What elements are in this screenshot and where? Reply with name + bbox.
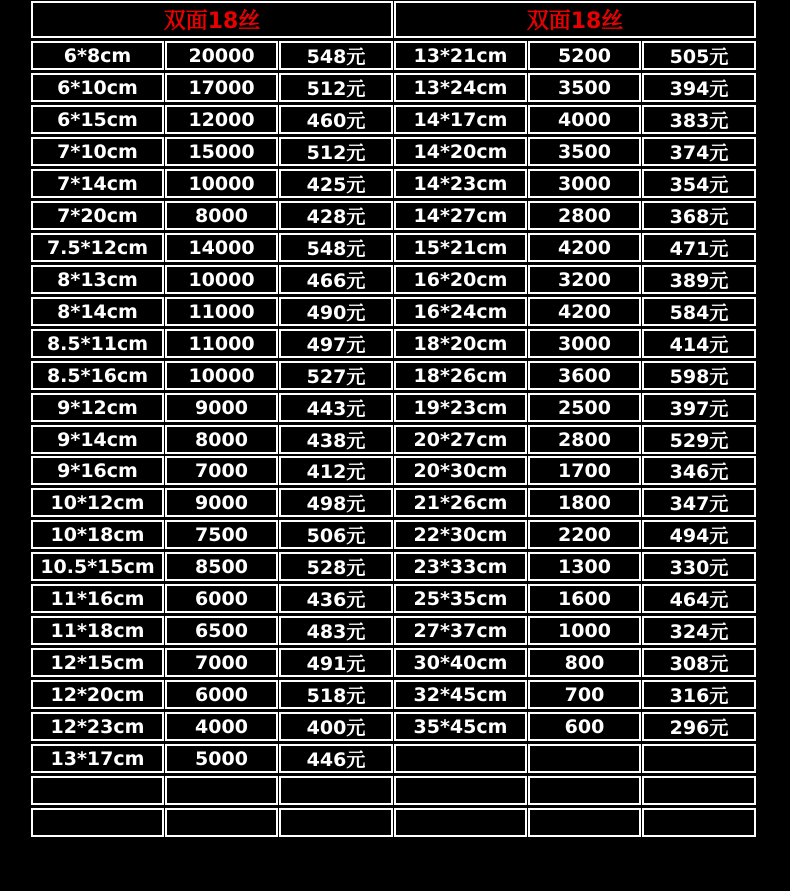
right-size-cell: 19*23cm — [394, 393, 527, 422]
left-price-cell: 512元 — [279, 73, 393, 102]
right-price-cell: 383元 — [642, 105, 756, 134]
left-quantity-cell: 6000 — [165, 680, 278, 709]
left-price-cell: 428元 — [279, 201, 393, 230]
right-quantity-cell: 3500 — [528, 137, 641, 166]
left-size-cell: 9*16cm — [31, 456, 164, 485]
left-price-cell: 548元 — [279, 233, 393, 262]
right-quantity-cell: 1700 — [528, 456, 641, 485]
right-table-title: 双面18丝 — [394, 1, 756, 38]
left-quantity-cell: 9000 — [165, 488, 278, 517]
left-size-cell — [31, 776, 164, 805]
right-quantity-cell: 4200 — [528, 297, 641, 326]
left-quantity-cell: 8000 — [165, 201, 278, 230]
right-price-cell: 347元 — [642, 488, 756, 517]
right-price-cell: 397元 — [642, 393, 756, 422]
left-price-cell: 518元 — [279, 680, 393, 709]
right-price-cell — [642, 808, 756, 837]
right-price-cell: 346元 — [642, 456, 756, 485]
left-quantity-cell: 12000 — [165, 105, 278, 134]
right-price-cell: 330元 — [642, 552, 756, 581]
right-price-cell: 374元 — [642, 137, 756, 166]
left-price-cell: 491元 — [279, 648, 393, 677]
right-size-cell: 27*37cm — [394, 616, 527, 645]
right-size-cell: 20*30cm — [394, 456, 527, 485]
right-size-cell — [394, 744, 527, 773]
right-size-cell: 32*45cm — [394, 680, 527, 709]
right-price-cell: 354元 — [642, 169, 756, 198]
right-quantity-cell: 3200 — [528, 265, 641, 294]
right-size-cell: 14*27cm — [394, 201, 527, 230]
right-quantity-cell: 1300 — [528, 552, 641, 581]
right-quantity-cell: 1600 — [528, 584, 641, 613]
right-price-cell: 471元 — [642, 233, 756, 262]
right-quantity-cell: 3000 — [528, 169, 641, 198]
right-quantity-cell: 700 — [528, 680, 641, 709]
left-quantity-cell: 5000 — [165, 744, 278, 773]
left-quantity-cell: 17000 — [165, 73, 278, 102]
left-quantity-cell: 11000 — [165, 297, 278, 326]
right-quantity-cell: 4200 — [528, 233, 641, 262]
right-price-cell: 529元 — [642, 425, 756, 454]
left-price-cell: 400元 — [279, 712, 393, 741]
right-price-cell: 598元 — [642, 361, 756, 390]
right-price-cell: 584元 — [642, 297, 756, 326]
right-quantity-cell — [528, 808, 641, 837]
right-size-cell: 13*24cm — [394, 73, 527, 102]
left-price-cell: 512元 — [279, 137, 393, 166]
left-quantity-cell — [165, 808, 278, 837]
left-price-cell: 528元 — [279, 552, 393, 581]
left-quantity-cell: 10000 — [165, 265, 278, 294]
right-quantity-cell — [528, 776, 641, 805]
right-price-cell: 296元 — [642, 712, 756, 741]
left-size-cell: 6*8cm — [31, 41, 164, 70]
left-price-cell: 483元 — [279, 616, 393, 645]
right-size-cell — [394, 808, 527, 837]
right-quantity-cell: 2800 — [528, 425, 641, 454]
left-size-cell: 8.5*16cm — [31, 361, 164, 390]
right-size-cell — [394, 776, 527, 805]
right-price-cell: 464元 — [642, 584, 756, 613]
left-quantity-cell: 4000 — [165, 712, 278, 741]
right-quantity-cell: 2800 — [528, 201, 641, 230]
left-size-cell: 6*10cm — [31, 73, 164, 102]
right-quantity-cell: 600 — [528, 712, 641, 741]
left-price-cell: 425元 — [279, 169, 393, 198]
left-size-cell: 11*18cm — [31, 616, 164, 645]
left-price-cell: 438元 — [279, 425, 393, 454]
left-size-cell: 7*14cm — [31, 169, 164, 198]
left-price-cell: 412元 — [279, 456, 393, 485]
left-quantity-cell — [165, 776, 278, 805]
left-quantity-cell: 6000 — [165, 584, 278, 613]
left-quantity-cell: 10000 — [165, 361, 278, 390]
right-price-cell: 505元 — [642, 41, 756, 70]
right-price-cell: 308元 — [642, 648, 756, 677]
left-size-cell: 8*14cm — [31, 297, 164, 326]
right-quantity-cell: 1800 — [528, 488, 641, 517]
left-size-cell: 7*20cm — [31, 201, 164, 230]
right-quantity-cell: 3600 — [528, 361, 641, 390]
right-size-cell: 23*33cm — [394, 552, 527, 581]
left-price-cell: 506元 — [279, 520, 393, 549]
right-price-cell — [642, 776, 756, 805]
right-price-cell — [642, 744, 756, 773]
right-price-cell: 368元 — [642, 201, 756, 230]
right-size-cell: 30*40cm — [394, 648, 527, 677]
right-size-cell: 14*17cm — [394, 105, 527, 134]
left-price-cell — [279, 776, 393, 805]
left-quantity-cell: 20000 — [165, 41, 278, 70]
right-quantity-cell — [528, 744, 641, 773]
right-size-cell: 35*45cm — [394, 712, 527, 741]
left-quantity-cell: 8000 — [165, 425, 278, 454]
right-price-cell: 324元 — [642, 616, 756, 645]
right-quantity-cell: 2200 — [528, 520, 641, 549]
left-size-cell: 9*14cm — [31, 425, 164, 454]
left-quantity-cell: 15000 — [165, 137, 278, 166]
left-size-cell: 8*13cm — [31, 265, 164, 294]
right-size-cell: 20*27cm — [394, 425, 527, 454]
left-size-cell: 9*12cm — [31, 393, 164, 422]
left-size-cell: 12*15cm — [31, 648, 164, 677]
right-size-cell: 18*26cm — [394, 361, 527, 390]
left-price-cell: 446元 — [279, 744, 393, 773]
left-table-title: 双面18丝 — [31, 1, 393, 38]
left-price-cell: 548元 — [279, 41, 393, 70]
right-price-cell: 389元 — [642, 265, 756, 294]
right-size-cell: 16*24cm — [394, 297, 527, 326]
left-quantity-cell: 14000 — [165, 233, 278, 262]
right-price-cell: 394元 — [642, 73, 756, 102]
right-size-cell: 22*30cm — [394, 520, 527, 549]
right-size-cell: 15*21cm — [394, 233, 527, 262]
right-quantity-cell: 1000 — [528, 616, 641, 645]
left-size-cell: 10*12cm — [31, 488, 164, 517]
left-size-cell: 10.5*15cm — [31, 552, 164, 581]
left-price-cell: 466元 — [279, 265, 393, 294]
right-quantity-cell: 800 — [528, 648, 641, 677]
right-price-cell: 414元 — [642, 329, 756, 358]
right-quantity-cell: 3000 — [528, 329, 641, 358]
left-size-cell: 12*20cm — [31, 680, 164, 709]
left-quantity-cell: 7000 — [165, 648, 278, 677]
left-size-cell: 7.5*12cm — [31, 233, 164, 262]
right-quantity-cell: 4000 — [528, 105, 641, 134]
left-quantity-cell: 10000 — [165, 169, 278, 198]
left-price-cell: 527元 — [279, 361, 393, 390]
left-price-cell: 443元 — [279, 393, 393, 422]
left-size-cell: 13*17cm — [31, 744, 164, 773]
right-size-cell: 25*35cm — [394, 584, 527, 613]
right-size-cell: 18*20cm — [394, 329, 527, 358]
left-price-cell — [279, 808, 393, 837]
left-size-cell: 8.5*11cm — [31, 329, 164, 358]
right-quantity-cell: 3500 — [528, 73, 641, 102]
right-quantity-cell: 2500 — [528, 393, 641, 422]
left-size-cell — [31, 808, 164, 837]
left-price-cell: 460元 — [279, 105, 393, 134]
right-quantity-cell: 5200 — [528, 41, 641, 70]
right-size-cell: 16*20cm — [394, 265, 527, 294]
right-price-cell: 494元 — [642, 520, 756, 549]
right-size-cell: 13*21cm — [394, 41, 527, 70]
right-size-cell: 14*23cm — [394, 169, 527, 198]
left-quantity-cell: 7500 — [165, 520, 278, 549]
right-size-cell: 21*26cm — [394, 488, 527, 517]
right-size-cell: 14*20cm — [394, 137, 527, 166]
left-quantity-cell: 6500 — [165, 616, 278, 645]
left-size-cell: 10*18cm — [31, 520, 164, 549]
right-price-cell: 316元 — [642, 680, 756, 709]
left-size-cell: 12*23cm — [31, 712, 164, 741]
left-size-cell: 7*10cm — [31, 137, 164, 166]
left-price-cell: 436元 — [279, 584, 393, 613]
left-size-cell: 6*15cm — [31, 105, 164, 134]
left-quantity-cell: 11000 — [165, 329, 278, 358]
left-quantity-cell: 7000 — [165, 456, 278, 485]
left-price-cell: 497元 — [279, 329, 393, 358]
left-price-cell: 498元 — [279, 488, 393, 517]
left-quantity-cell: 8500 — [165, 552, 278, 581]
left-size-cell: 11*16cm — [31, 584, 164, 613]
left-quantity-cell: 9000 — [165, 393, 278, 422]
left-price-cell: 490元 — [279, 297, 393, 326]
